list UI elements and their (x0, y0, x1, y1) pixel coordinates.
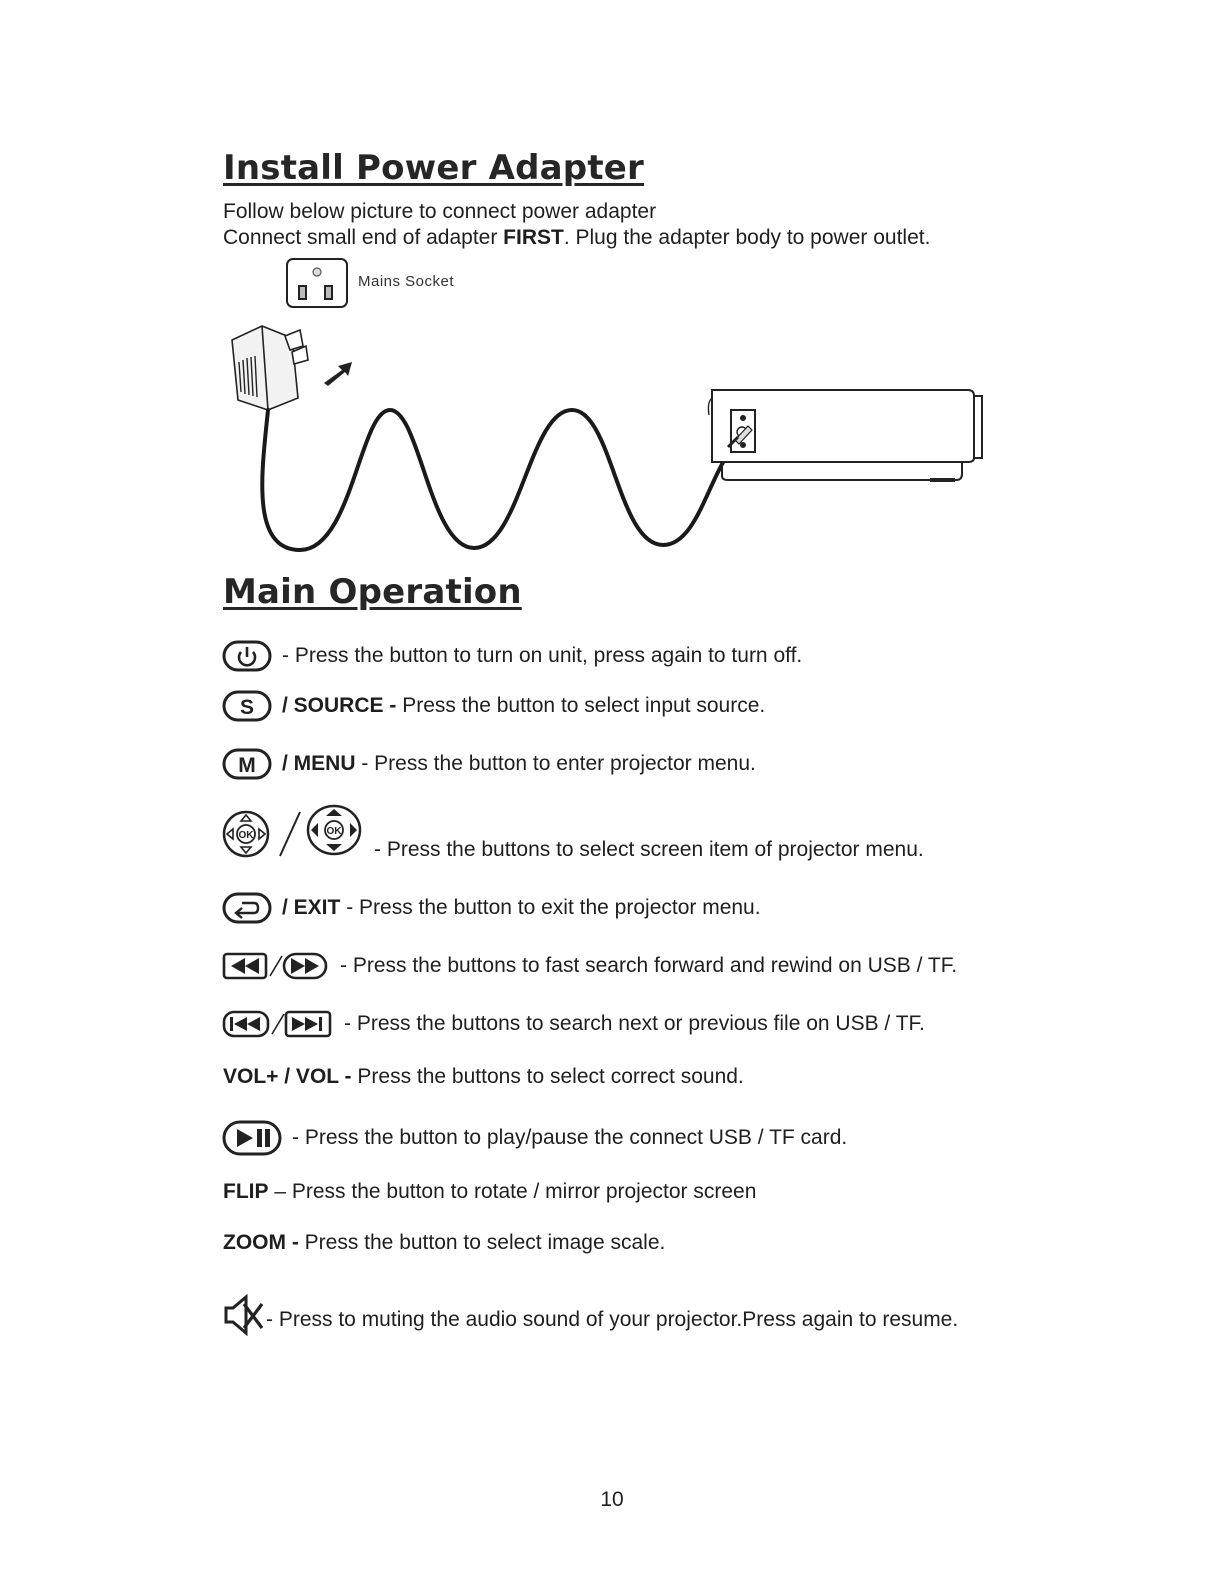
operation-text: - Press the buttons to select screen item of projector menu. (374, 838, 924, 861)
operation-text: VOL+ / VOL - Press the buttons to select correct sound. (223, 1065, 744, 1088)
operation-text: ZOOM - Press the button to select image scale. (223, 1231, 666, 1254)
operation-text: - Press to muting the audio sound of your projector.Press again to resume. (266, 1308, 959, 1331)
operation-row-zoom (222, 1223, 665, 1263)
operation-text: FLIP – Press the button to rotate / mirror projector screen (223, 1180, 757, 1203)
operation-text: - Press the buttons to search next or previous file on USB / TF. (344, 1012, 925, 1035)
svg-text:M: M (238, 754, 256, 777)
mute-icon (222, 1294, 266, 1336)
operation-row-navigation (222, 800, 924, 866)
operation-text: / MENU - Press the button to enter projector menu. (282, 752, 756, 775)
install-line-2-post: . Plug the adapter body to power outlet. (563, 226, 931, 249)
navigation-ok-icon (222, 804, 364, 866)
operation-row-flip (222, 1172, 756, 1212)
return-icon (222, 892, 272, 924)
install-line-2-bold: FIRST (503, 226, 564, 249)
operation-row-source (222, 686, 765, 726)
install-line-2-pre: Connect small end of adapter (223, 226, 504, 249)
operation-row-menu (222, 744, 756, 784)
svg-text:OK: OK (238, 830, 254, 841)
source-s-icon (222, 690, 272, 722)
operation-text: - Press the button to turn on unit, press again to turn off. (282, 644, 803, 667)
menu-m-icon (222, 748, 272, 780)
install-title: Install Power Adapter (223, 148, 644, 188)
operation-text: / EXIT - Press the button to exit the projector menu. (282, 896, 761, 919)
play-pause-icon (222, 1119, 282, 1157)
operation-row-exit (222, 888, 761, 928)
operation-text: / SOURCE - Press the button to select input source. (282, 694, 766, 717)
power-cable (262, 410, 740, 550)
operation-row-power (222, 636, 802, 676)
power-icon (222, 640, 272, 672)
previous-next-icon (222, 1008, 334, 1040)
adapter-body-icon (232, 326, 308, 410)
main-operation-title: Main Operation (223, 572, 522, 612)
install-line-1: Follow below picture to connect power adapter (223, 200, 657, 223)
rewind-forward-icon (222, 950, 330, 982)
operation-text: - Press the buttons to fast search forward and rewind on USB / TF. (340, 954, 958, 977)
operation-row-skip (222, 1004, 925, 1044)
svg-text:S: S (239, 696, 255, 719)
power-adapter-illustration (0, 0, 1224, 600)
plug-in-arrow-icon (324, 362, 352, 386)
operation-row-volume (222, 1057, 744, 1097)
page-number: 10 (600, 1488, 624, 1511)
operation-row-play-pause (222, 1116, 847, 1160)
svg-text:OK: OK (326, 826, 342, 837)
mains-socket-label: Mains Socket (358, 273, 455, 290)
mains-socket-icon (287, 259, 347, 307)
operation-row-mute (222, 1288, 958, 1336)
projector-icon (708, 390, 982, 480)
operation-row-fast-search (222, 946, 957, 986)
operation-text: - Press the button to play/pause the connect USB / TF card. (292, 1126, 848, 1149)
